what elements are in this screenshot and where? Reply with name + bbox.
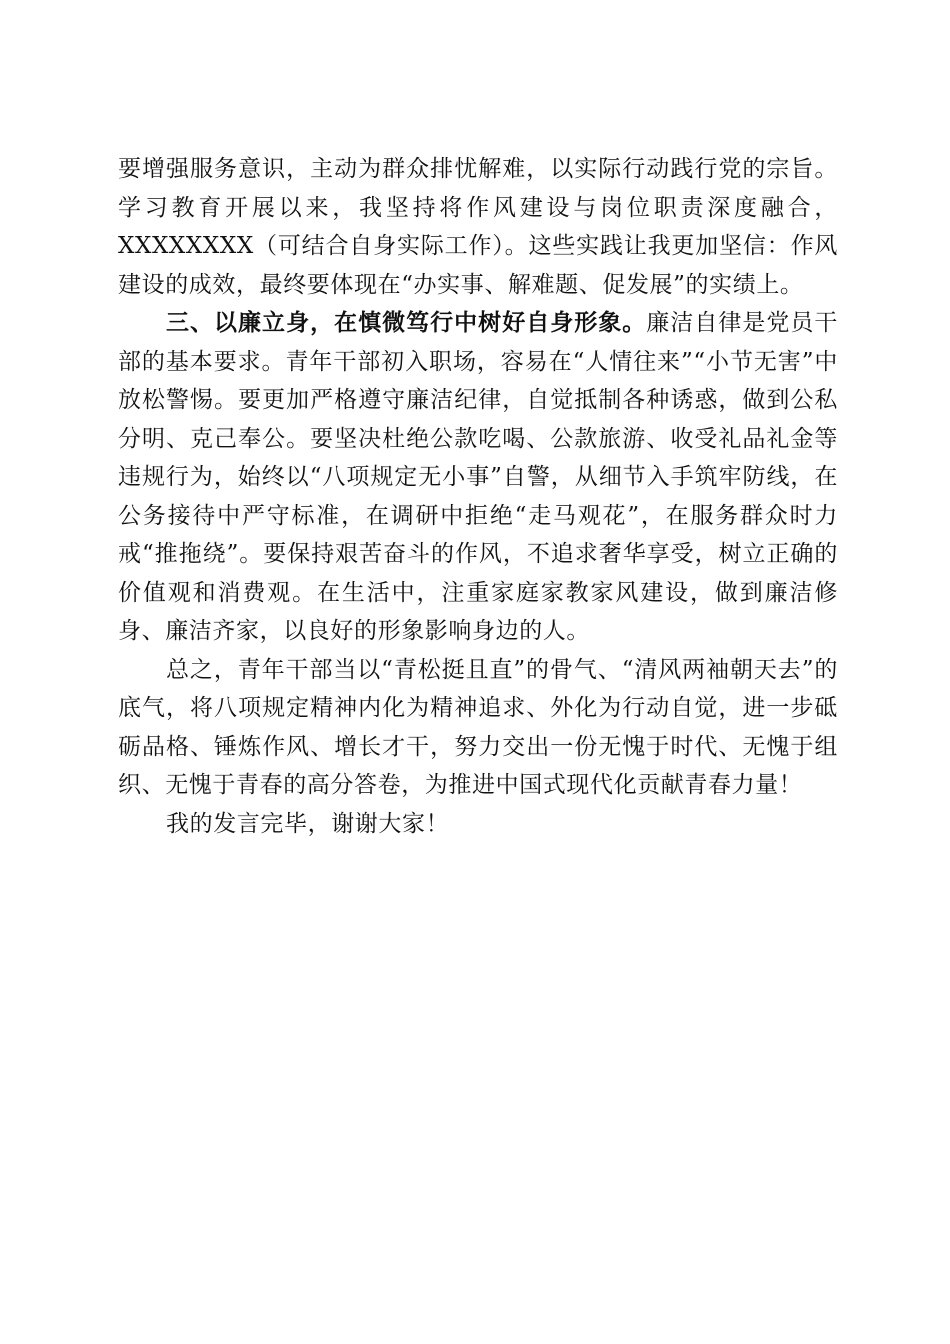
document-body [118, 150, 838, 843]
paragraph-section-3 [118, 304, 838, 651]
section-3-body: 廉洁自律是党员干部的基本要求。青年干部初入职场，容易在“人情往来”“小节无害”中放松警惕。要更加严格遵守廉洁纪律，自觉抵制各种诱惑，做到公私分明、克己奉公。要坚决杜绝公款吃喝、公款旅游、收受礼品礼金等违规行为，始终以“八项规定无小事”自警，从细节入手筑牢防线，在公务接待中严守标准，在调研中拒绝“走马观花”，在服务群众时力戒“推拖绕”。要保持艰苦奋斗的作风，不追求奢华享受，树立正确的价值观和消费观。在生活中，注重家庭家教家风建设，做到廉洁修身、廉洁齐家，以良好的形象影响身边的人。 [118, 310, 838, 644]
paragraph-continuation: 要增强服务意识，主动为群众排忧解难，以实际行动践行党的宗旨。学习教育开展以来，我坚持将作风建设与岗位职责深度融合，XXXXXXXX（可结合自身实际工作）。这些实践让我更加坚信：作风建设的成效，最终要体现在“办实事、解难题、促发展”的实绩上。 [118, 156, 838, 298]
section-3-heading: 三、以廉立身，在慎微笃行中树好自身形象。 [166, 310, 647, 336]
paragraph-conclusion: 总之，青年干部当以“青松挺且直”的骨气、“清风两袖朝天去”的底气，将八项规定精神内化为精神追求、外化为行动自觉，进一步砥砺品格、锤炼作风、增长才干，努力交出一份无愧于时代、无愧于组织、无愧于青春的高分答卷，为推进中国式现代化贡献青春力量！ [118, 656, 838, 798]
paragraph-closing: 我的发言完毕，谢谢大家！ [166, 810, 450, 837]
